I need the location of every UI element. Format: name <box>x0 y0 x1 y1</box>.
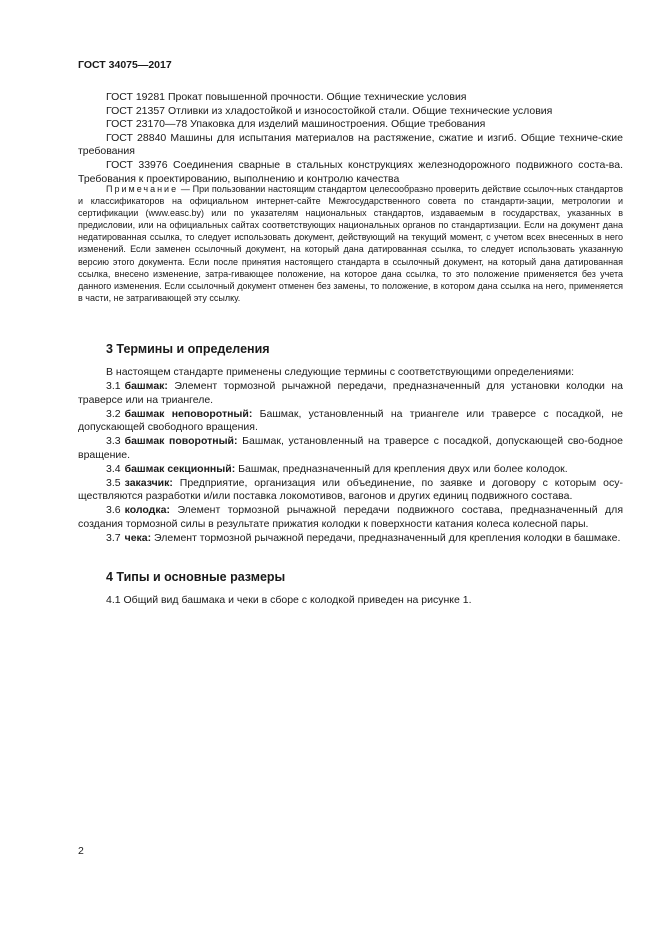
normative-references-list <box>78 91 623 186</box>
section-3-title: 3 Термины и определения <box>106 342 270 356</box>
section-4-body <box>78 594 623 608</box>
reference-item: ГОСТ 19281 Прокат повышенной прочности. Общие технические условия <box>106 91 467 103</box>
term-item <box>78 504 623 531</box>
note-text: — При пользовании настоящим стандартом целесообразно проверить действие ссылоч-ных стандартов и классификаторов на официальном интернет-сайте Межгосударственного совета по стандарти-зации, метрологии и сертификации (www.easc.by) или по указателям национальных стандартов, издаваемым в государствах, указанных в предисловии, или на официальных сайтах соответствующих национальных органов по стандартизации. Если на документ дана недатированная ссылка, то следует использовать документ, действующий на текущий момент, с учетом всех внесенных в него изменений. Если заменен ссылочный документ, на который дана датированная ссылка, то следует использовать указанную версию этого документа. Если после принятия настоящего стандарта в ссылочный документ, на который дана датированная ссылка, внесено изменение, затра-гивающее положение, на которое дана ссылка, то это положение применяется без учета данного изменения. Если ссылочный документ отменен без замены, то положение, в котором дана ссылка на него, применяется в части, не затрагивающей эту ссылку. <box>78 184 623 303</box>
term-definition: Элемент тормозной рычажной передачи подвижного состава, предназначенный для создания тормозной силы в результате прижатия колодки к поверхности катания колеса колесной пары. <box>78 504 623 530</box>
term-number: 3.2 <box>106 407 121 420</box>
term-definition: Предприятие, организация или объединение, по заявке и договору с которым осу-ществляются разработки и/или поставка локомотивов, вагонов и других единиц подвижного состава. <box>78 476 623 502</box>
term-item <box>78 477 623 504</box>
section-3-body <box>78 366 623 546</box>
term-item <box>78 380 623 407</box>
term-definition: Элемент тормозной рычажной передачи, предназначенный для крепления колодки в башмаке. <box>151 531 621 544</box>
term-definition: Башмак, установленный на траверсе с посадкой, допускающей сво-бодное вращение. <box>78 435 623 461</box>
page-number: 2 <box>78 845 84 857</box>
reference-item: ГОСТ 28840 Машины для испытания материалов на растяжение, сжатие и изгиб. Общие техниче-ские требования <box>78 131 623 158</box>
term-definition: Башмак, установленный на триангеле или траверсе с посадкой, не допускающей свободного вращения. <box>78 407 623 433</box>
term-number: 3.4 <box>106 462 121 475</box>
document-header: ГОСТ 34075—2017 <box>78 59 172 71</box>
term-definition: Элемент тормозной рычажной передачи, предназначенный для установки колодки на траверсе или на триангеле. <box>78 380 623 406</box>
term-item <box>78 463 623 477</box>
term-definition: Башмак, предназначенный для крепления двух или более колодок. <box>235 462 568 475</box>
term-name: башмак поворотный: <box>124 435 238 447</box>
section-4-paragraph: 4.1 Общий вид башмака и чеки в сборе с колодкой приведен на рисунке 1. <box>106 594 472 606</box>
term-item <box>78 435 623 462</box>
term-name: башмак секционный: <box>124 462 236 475</box>
term-number: 3.7 <box>106 531 121 544</box>
section-4-title: 4 Типы и основные размеры <box>106 570 286 584</box>
note-paragraph <box>78 183 623 304</box>
term-name: башмак: <box>124 380 168 392</box>
reference-item: ГОСТ 23170—78 Упаковка для изделий машиностроения. Общие требования <box>106 118 486 131</box>
reference-item: ГОСТ 21357 Отливки из хладостойкой и износостойкой стали. Общие технические условия <box>106 104 553 117</box>
term-number: 3.1 <box>106 380 121 392</box>
term-name: башмак неповоротный: <box>124 407 253 420</box>
term-name: колодка: <box>124 504 170 516</box>
term-number: 3.6 <box>106 504 121 516</box>
note-label: Примечание <box>106 184 179 194</box>
term-item <box>78 408 623 435</box>
term-name: чека: <box>124 531 152 544</box>
term-number: 3.5 <box>106 476 121 489</box>
section-3-intro: В настоящем стандарте применены следующие термины с соответствующими определениями: <box>106 366 575 378</box>
term-item <box>78 532 623 546</box>
term-name: заказчик: <box>124 476 173 489</box>
reference-item: ГОСТ 33976 Соединения сварные в стальных конструкциях железнодорожного подвижного соста-ва. Требования к проектированию, выполнению и контролю качества <box>78 158 623 185</box>
term-number: 3.3 <box>106 435 121 447</box>
